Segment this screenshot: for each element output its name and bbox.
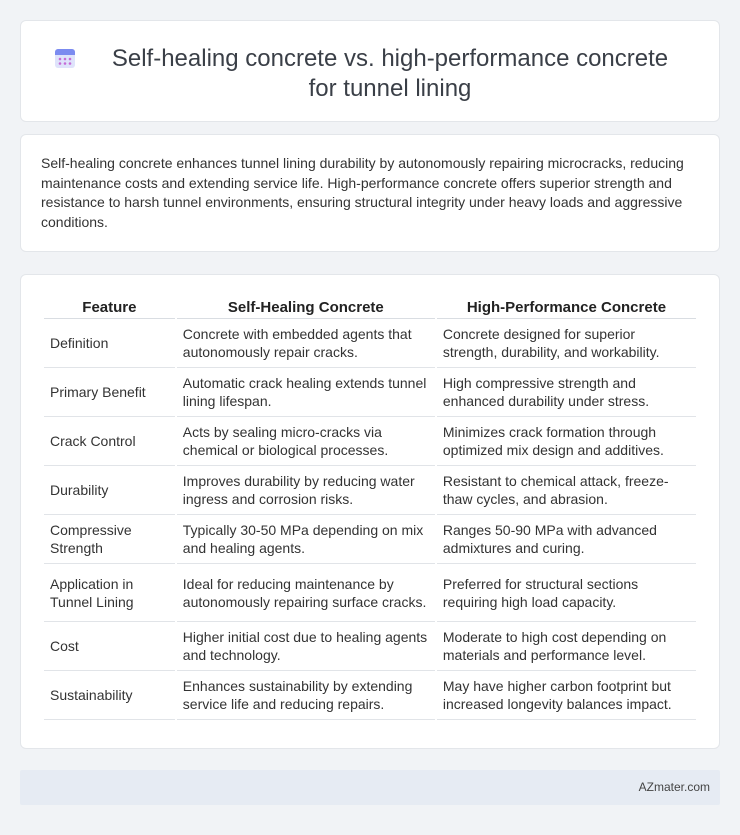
header-high-performance: High-Performance Concrete: [437, 297, 696, 319]
row-self-healing: Higher initial cost due to healing agents and technology.: [177, 622, 435, 671]
row-feature: Primary Benefit: [44, 368, 175, 417]
row-self-healing: Automatic crack healing extends tunnel lining lifespan.: [177, 368, 435, 417]
table-row: [44, 515, 696, 564]
row-self-healing: Concrete with embedded agents that autonomously repair cracks.: [177, 319, 435, 368]
row-high-performance: Minimizes crack formation through optimized mix design and additives.: [437, 417, 696, 466]
table-row: [44, 564, 696, 622]
row-feature: Application in Tunnel Lining: [44, 564, 175, 622]
row-self-healing: Typically 30-50 MPa depending on mix and healing agents.: [177, 515, 435, 564]
comparison-card: [20, 274, 720, 749]
row-high-performance: Concrete designed for superior strength, durability, and workability.: [437, 319, 696, 368]
row-high-performance: Moderate to high cost depending on materials and performance level.: [437, 622, 696, 671]
table-header-row: [44, 297, 696, 319]
header-feature: Feature: [44, 297, 175, 319]
row-high-performance: May have higher carbon footprint but increased longevity balances impact.: [437, 671, 696, 720]
table-row: [44, 417, 696, 466]
row-self-healing: Ideal for reducing maintenance by autonomously repairing surface cracks.: [177, 564, 435, 622]
row-self-healing: Acts by sealing micro-cracks via chemical or biological processes.: [177, 417, 435, 466]
comparison-table: [42, 297, 698, 720]
page-title: Self-healing concrete vs. high-performance concrete for tunnel lining: [111, 45, 669, 102]
title-card: [20, 20, 720, 122]
table-row: [44, 671, 696, 720]
row-feature: Definition: [44, 319, 175, 368]
row-feature: Sustainability: [44, 671, 175, 720]
summary-text: Self-healing concrete enhances tunnel lining durability by autonomously repairing microcracks, reducing maintenance costs and extending service life. High-performance concrete offers superior strength and resistance to harsh tunnel environments, ensuring structural integrity under heavy loads and aggressive conditions.: [41, 155, 684, 230]
table-row: [44, 368, 696, 417]
table-row: [44, 319, 696, 368]
row-feature: Durability: [44, 466, 175, 515]
row-high-performance: Ranges 50-90 MPa with advanced admixtures and curing.: [437, 515, 696, 564]
row-high-performance: High compressive strength and enhanced durability under stress.: [437, 368, 696, 417]
row-high-performance: Preferred for structural sections requiring high load capacity.: [437, 564, 696, 622]
summary-card: [20, 134, 720, 252]
row-feature: Crack Control: [44, 417, 175, 466]
row-self-healing: Improves durability by reducing water ingress and corrosion risks.: [177, 466, 435, 515]
table-row: [44, 466, 696, 515]
row-feature: Compressive Strength: [44, 515, 175, 564]
table-row: [44, 622, 696, 671]
row-high-performance: Resistant to chemical attack, freeze-thaw cycles, and abrasion.: [437, 466, 696, 515]
row-feature: Cost: [44, 622, 175, 671]
row-self-healing: Enhances sustainability by extending service life and reducing repairs.: [177, 671, 435, 720]
footer-bar: [20, 770, 720, 805]
footer-brand: AZmater.com: [638, 780, 710, 794]
header-self-healing: Self-Healing Concrete: [177, 297, 435, 319]
